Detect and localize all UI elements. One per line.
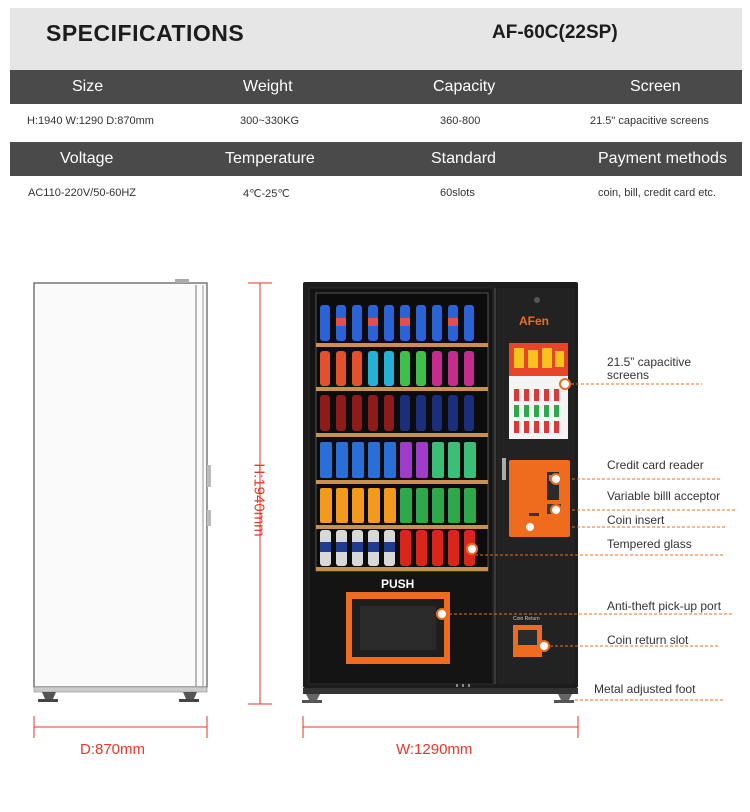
brand-logo: AFen [519,314,549,328]
spec-header-size: Size [72,78,104,95]
spec-header-screen: Screen [630,78,681,95]
callout-coin-insert: Coin insert [607,513,665,527]
callout-screen-line1: 21.5” capacitive [607,355,692,369]
spec-header-capacity: Capacity [433,78,496,95]
callout-coin-return-slot: Coin return slot [607,633,689,647]
spec-value-screen: 21.5" capacitive screens [590,115,709,127]
depth-dimension-line [34,716,207,738]
spec-value-standard: 60slots [440,187,475,199]
spec-header-payment: Payment methods [598,150,727,167]
callout-screen-line2: screens [607,368,650,382]
width-dimension-line [303,716,578,738]
callout-credit-card-reader: Credit card reader [607,458,704,472]
camera-icon [534,297,540,303]
depth-dimension: D:870mm [80,741,146,758]
height-dimension: H:1940mm [250,463,268,537]
spec-header-weight: Weight [243,78,293,95]
width-dimension: W:1290mm [396,741,473,758]
callout-bill-acceptor: Variable billl acceptor [607,489,721,503]
spec-header-voltage: Voltage [60,150,114,167]
coin-return-text: Coin Return [513,616,540,622]
spec-value-payment: coin, bill, credit card etc. [598,187,716,199]
callout-metal-foot: Metal adjusted foot [594,682,696,696]
spec-value-size: H:1940 W:1290 D:870mm [27,115,154,127]
spec-value-capacity: 360-800 [440,115,481,127]
push-label: PUSH [381,577,415,591]
callout-pickup-port: Anti-theft pick-up port [607,599,722,613]
spec-value-temperature: 4℃-25℃ [243,188,290,200]
callout-tempered-glass: Tempered glass [607,537,692,551]
spec-header-standard: Standard [431,150,496,167]
spec-value-weight: 300~330KG [240,115,300,127]
pickup-port [346,592,450,664]
page-title: SPECIFICATIONS [46,20,245,46]
spec-header-temperature: Temperature [225,150,315,167]
payment-module [509,460,570,537]
model-number: AF-60C(22SP) [492,22,618,43]
side-view [34,279,211,702]
coin-slot [529,513,539,516]
spec-value-voltage: AC110-220V/50-60HZ [28,187,137,199]
